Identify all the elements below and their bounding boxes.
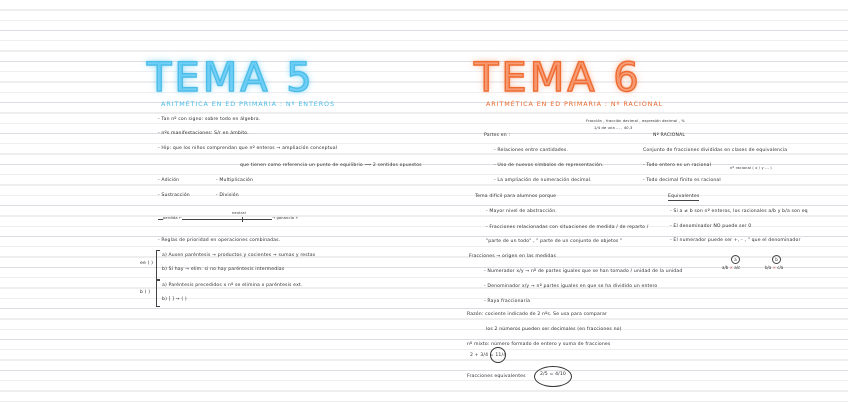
note-line: Conjunto de fracciones divididas en clases de equivalencia: [643, 148, 788, 153]
note-line: Fracciones → origen en las medidas: [469, 254, 556, 259]
note-line: los 2 números pueden ser decimales (en fracciones no): [486, 327, 622, 332]
note-line: - Todo decimal finito es racional: [643, 178, 721, 183]
equivalent-fraction-example: 2/5 = 4/10: [540, 372, 566, 377]
number-line-left-label: perdida ←: [163, 216, 183, 220]
number-line-center-label: neutral: [232, 211, 246, 215]
note-line: - Relaciones entre cantidades.: [494, 148, 568, 153]
mixed-number-example: 2 + 3/4 = 11/4: [470, 353, 507, 358]
note-line: nº racional ( x / y ... ): [730, 166, 772, 170]
note-line: - El denominador NO puede ser 0: [670, 224, 752, 229]
note-line: - nºs manifestaciones: S/r en ámbito.: [158, 131, 249, 136]
fraction-sketch-icon: b/a × c/a: [765, 265, 784, 270]
operation-label: - Multiplicación: [216, 178, 254, 183]
operation-label: - Sustracción: [158, 193, 190, 198]
note-line: - El numerador puede ser +, - , " que el denominador: [670, 238, 801, 243]
note-line: - Mayor nivel de abstracción.: [486, 209, 557, 214]
rule-line: b) Si hay → elim. si no hay paréntesis intermedias: [162, 267, 285, 272]
note-line: - Fracciones relacionadas con situaciones de medida / de reparto /: [486, 225, 649, 230]
number-line-tick: [242, 217, 243, 222]
note-line: Fracciones equivalentes: [467, 374, 526, 379]
operation-label: - División: [216, 193, 239, 198]
note-line: - Hip: que los niños comprendan que nº enteros → ampliación conceptual: [158, 146, 338, 151]
tema-6-title: TEMA 6: [474, 55, 642, 101]
note-line: nº mixto: número formado de entero y suma de fracciones: [467, 342, 611, 347]
note-line: - Numerador x/y → nº de partes iguales que se han tomado / unidad de la unidad: [484, 269, 683, 274]
rule-line: a) Paréntesis precedidos x nº se elimina x paréntesis ext.: [162, 283, 303, 288]
note-line: Fracción , fracción decimal , expresión decimal , %: [586, 119, 685, 123]
note-line: Tema difícil para alumnos porque: [475, 194, 557, 199]
rule-line: a) Ausen paréntesis → productos y cocientes → sumas y restas: [162, 253, 316, 258]
section-heading: Nº RACIONAL: [653, 133, 686, 138]
note-line: - Raya fraccionaria: [484, 299, 531, 304]
bracket-label: b ( ): [140, 290, 151, 295]
note-line: que tienen como referencia un punto de equilibrio ⟹ 2 sentidos opuestos: [240, 163, 422, 168]
bracket-label: ee ( ): [140, 261, 154, 266]
note-line: - Reglas de prioridad en operaciones combinadas.: [158, 238, 281, 243]
bracket-icon: [156, 250, 160, 280]
note-line: - Todo entero es un racional: [643, 163, 712, 168]
tema-5-title: TEMA 5: [147, 55, 315, 101]
tema-5-subtitle: ARITMÉTICA EN ED PRIMARIA : Nº ENTEROS: [161, 100, 335, 108]
note-line: Partes en :: [484, 133, 511, 138]
operation-label: - Adición: [158, 178, 180, 183]
fraction-sketch-icon: a/b × a/c: [722, 265, 741, 270]
circled-a-icon: a: [731, 255, 740, 264]
note-line: - Tan nº con signo: sobre todo en álgebra.: [158, 117, 261, 122]
note-line: 1/4 de una ... , 40,3: [594, 126, 633, 130]
section-heading: Equivalentes: [668, 194, 700, 199]
note-line: Razón: cociente indicado de 2 nºs. Se usa para comparar: [467, 312, 607, 317]
number-line-right-label: → ganancia +: [272, 216, 299, 220]
tema-6-subtitle: ARITMÉTICA EN ED PRIMARIA : Nº RACIONAL: [486, 100, 664, 108]
circled-b-icon: b: [772, 255, 781, 264]
rule-line: b) [ ] → ( ): [162, 297, 187, 302]
note-line: - La ampliación de numeración decimal.: [494, 178, 592, 183]
note-line: - Denominador x/y → nº partes iguales en que se ha dividido un entero: [484, 284, 658, 289]
note-line: "parte de un todo" , " parte de un conjunto de objetos ": [486, 239, 623, 244]
bracket-icon: [156, 280, 160, 307]
circle-highlight-icon: [490, 347, 506, 363]
note-line: - Si a ≠ b son nº enteros, los racionales a/b y b/a son eq: [670, 209, 808, 214]
note-line: - Uso de nuevos símbolos de representación.: [494, 163, 604, 168]
